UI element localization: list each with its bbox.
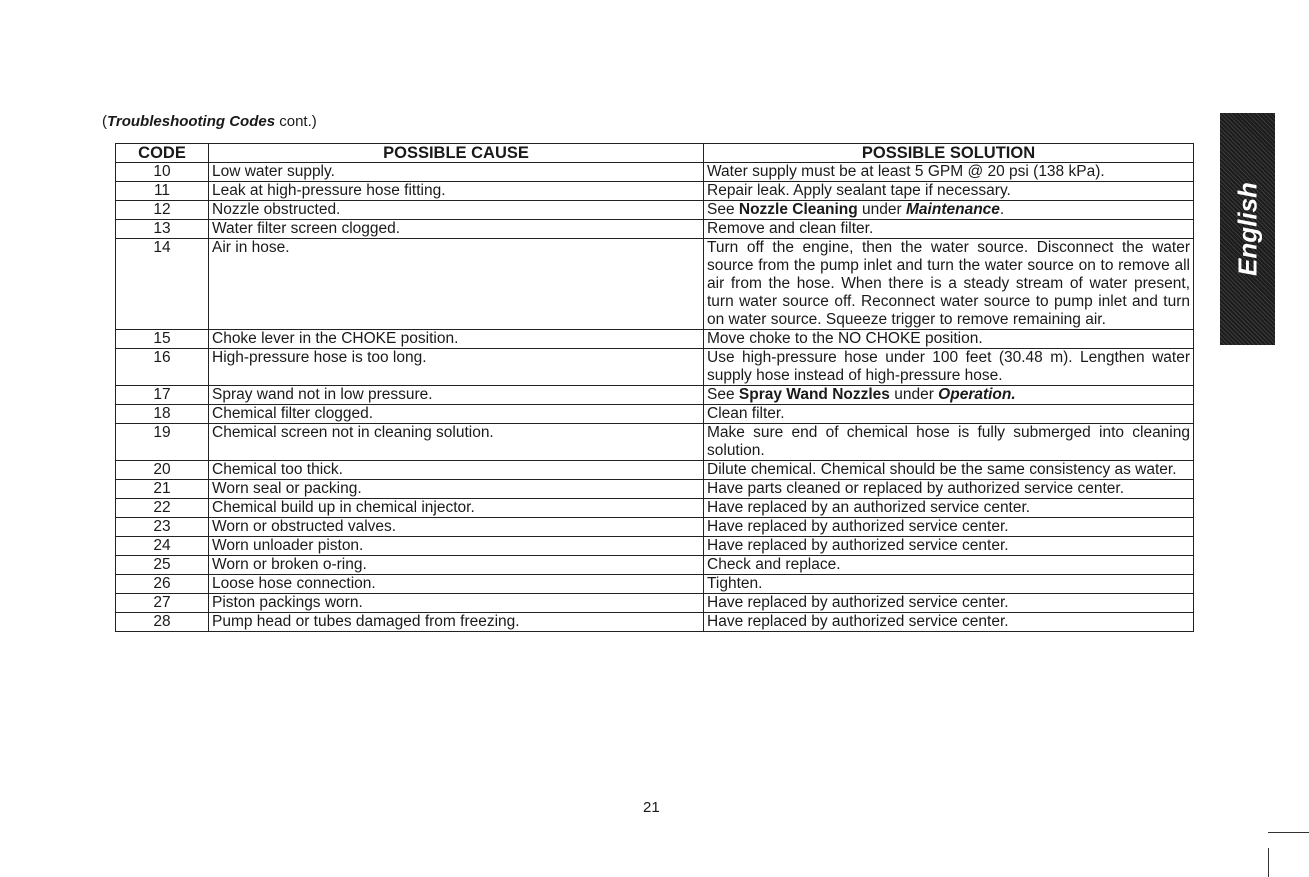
table-row bbox=[116, 163, 1194, 182]
table-row bbox=[116, 518, 1194, 537]
solution-cell: Repair leak. Apply sealant tape if necessary. bbox=[704, 182, 1194, 201]
solution-cell: Have parts cleaned or replaced by authorized service center. bbox=[704, 480, 1194, 499]
header-cause: POSSIBLE CAUSE bbox=[209, 144, 704, 163]
cause-cell: Chemical build up in chemical injector. bbox=[209, 499, 704, 518]
solution-text: See bbox=[707, 386, 739, 403]
code-cell: 12 bbox=[116, 201, 209, 220]
code-cell: 22 bbox=[116, 499, 209, 518]
table-row bbox=[116, 537, 1194, 556]
table-header-row bbox=[116, 144, 1194, 163]
table-row bbox=[116, 499, 1194, 518]
table-row bbox=[116, 575, 1194, 594]
code-cell: 16 bbox=[116, 349, 209, 386]
code-cell: 27 bbox=[116, 594, 209, 613]
solution-cell: Use high-pressure hose under 100 feet (30.48 m). Lengthen water supply hose instead of high-pressure hose. bbox=[704, 349, 1194, 386]
solution-cell: Have replaced by authorized service center. bbox=[704, 537, 1194, 556]
table-row bbox=[116, 613, 1194, 632]
solution-cell: Have replaced by authorized service center. bbox=[704, 518, 1194, 537]
code-cell: 19 bbox=[116, 424, 209, 461]
table-row bbox=[116, 201, 1194, 220]
cause-cell: High-pressure hose is too long. bbox=[209, 349, 704, 386]
crop-mark-vertical bbox=[1268, 848, 1269, 877]
cause-cell: Pump head or tubes damaged from freezing. bbox=[209, 613, 704, 632]
solution-text: under bbox=[857, 201, 907, 218]
crop-mark-horizontal bbox=[1268, 832, 1309, 833]
solution-cell: Remove and clean filter. bbox=[704, 220, 1194, 239]
solution-cell: Turn off the engine, then the water source. Disconnect the water source from the pump inlet and turn the water source on to remove all air from the hose. When there is a steady stream of water present, turn water source off. Reconnect water source to pump inlet and turn on water source. Squeeze trigger to remove remaining air. bbox=[704, 239, 1194, 330]
table-row bbox=[116, 349, 1194, 386]
cause-cell: Loose hose connection. bbox=[209, 575, 704, 594]
table-row bbox=[116, 424, 1194, 461]
solution-cell: Water supply must be at least 5 GPM @ 20 psi (138 kPa). bbox=[704, 163, 1194, 182]
page-number: 21 bbox=[643, 799, 660, 816]
code-cell: 15 bbox=[116, 330, 209, 349]
code-cell: 14 bbox=[116, 239, 209, 330]
cause-cell: Water filter screen clogged. bbox=[209, 220, 704, 239]
code-cell: 20 bbox=[116, 461, 209, 480]
header-solution: POSSIBLE SOLUTION bbox=[704, 144, 1194, 163]
cause-cell: Choke lever in the CHOKE position. bbox=[209, 330, 704, 349]
cause-cell: Chemical screen not in cleaning solution. bbox=[209, 424, 704, 461]
code-cell: 23 bbox=[116, 518, 209, 537]
code-cell: 24 bbox=[116, 537, 209, 556]
language-tab-label: English bbox=[1232, 182, 1262, 276]
solution-text: under bbox=[889, 386, 939, 403]
cause-cell: Worn or broken o-ring. bbox=[209, 556, 704, 575]
code-cell: 21 bbox=[116, 480, 209, 499]
table-row bbox=[116, 239, 1194, 330]
code-cell: 18 bbox=[116, 405, 209, 424]
solution-cell: Have replaced by an authorized service center. bbox=[704, 499, 1194, 518]
solution-cell bbox=[704, 386, 1194, 405]
solution-cell: Tighten. bbox=[704, 575, 1194, 594]
solution-cell: Dilute chemical. Chemical should be the same consistency as water. bbox=[704, 461, 1194, 480]
solution-cell: Have replaced by authorized service center. bbox=[704, 613, 1194, 632]
cause-cell: Air in hose. bbox=[209, 239, 704, 330]
code-cell: 28 bbox=[116, 613, 209, 632]
solution-text: . bbox=[999, 201, 1005, 218]
table-row bbox=[116, 330, 1194, 349]
solution-section-ref: Operation. bbox=[938, 386, 1016, 403]
table-row bbox=[116, 480, 1194, 499]
table-row bbox=[116, 182, 1194, 201]
cause-cell: Nozzle obstructed. bbox=[209, 201, 704, 220]
code-cell: 13 bbox=[116, 220, 209, 239]
troubleshooting-table bbox=[115, 143, 1194, 632]
table-row bbox=[116, 405, 1194, 424]
solution-cell: Move choke to the NO CHOKE position. bbox=[704, 330, 1194, 349]
code-cell: 10 bbox=[116, 163, 209, 182]
heading-suffix: cont.) bbox=[275, 113, 317, 130]
solution-cell bbox=[704, 201, 1194, 220]
cause-cell: Chemical too thick. bbox=[209, 461, 704, 480]
code-cell: 11 bbox=[116, 182, 209, 201]
solution-bold-ref: Nozzle Cleaning bbox=[738, 201, 858, 218]
heading-title: Troubleshooting Codes bbox=[107, 113, 276, 130]
language-tab bbox=[1220, 113, 1275, 345]
solution-section-ref: Maintenance bbox=[906, 201, 1000, 218]
cause-cell: Worn unloader piston. bbox=[209, 537, 704, 556]
table-row bbox=[116, 461, 1194, 480]
cause-cell: Chemical filter clogged. bbox=[209, 405, 704, 424]
cause-cell: Worn seal or packing. bbox=[209, 480, 704, 499]
solution-cell: Check and replace. bbox=[704, 556, 1194, 575]
heading-open-paren: ( bbox=[102, 113, 107, 130]
solution-cell: Have replaced by authorized service center. bbox=[704, 594, 1194, 613]
solution-cell: Clean filter. bbox=[704, 405, 1194, 424]
solution-cell: Make sure end of chemical hose is fully submerged into cleaning solution. bbox=[704, 424, 1194, 461]
code-cell: 26 bbox=[116, 575, 209, 594]
table-row bbox=[116, 594, 1194, 613]
solution-text: See bbox=[707, 201, 739, 218]
cause-cell: Spray wand not in low pressure. bbox=[209, 386, 704, 405]
cause-cell: Piston packings worn. bbox=[209, 594, 704, 613]
table-row bbox=[116, 386, 1194, 405]
cause-cell: Leak at high-pressure hose fitting. bbox=[209, 182, 704, 201]
header-code: CODE bbox=[116, 144, 209, 163]
cause-cell: Worn or obstructed valves. bbox=[209, 518, 704, 537]
table-row bbox=[116, 556, 1194, 575]
section-heading bbox=[102, 113, 317, 130]
table-row bbox=[116, 220, 1194, 239]
code-cell: 17 bbox=[116, 386, 209, 405]
solution-bold-ref: Spray Wand Nozzles bbox=[738, 386, 890, 403]
code-cell: 25 bbox=[116, 556, 209, 575]
cause-cell: Low water supply. bbox=[209, 163, 704, 182]
